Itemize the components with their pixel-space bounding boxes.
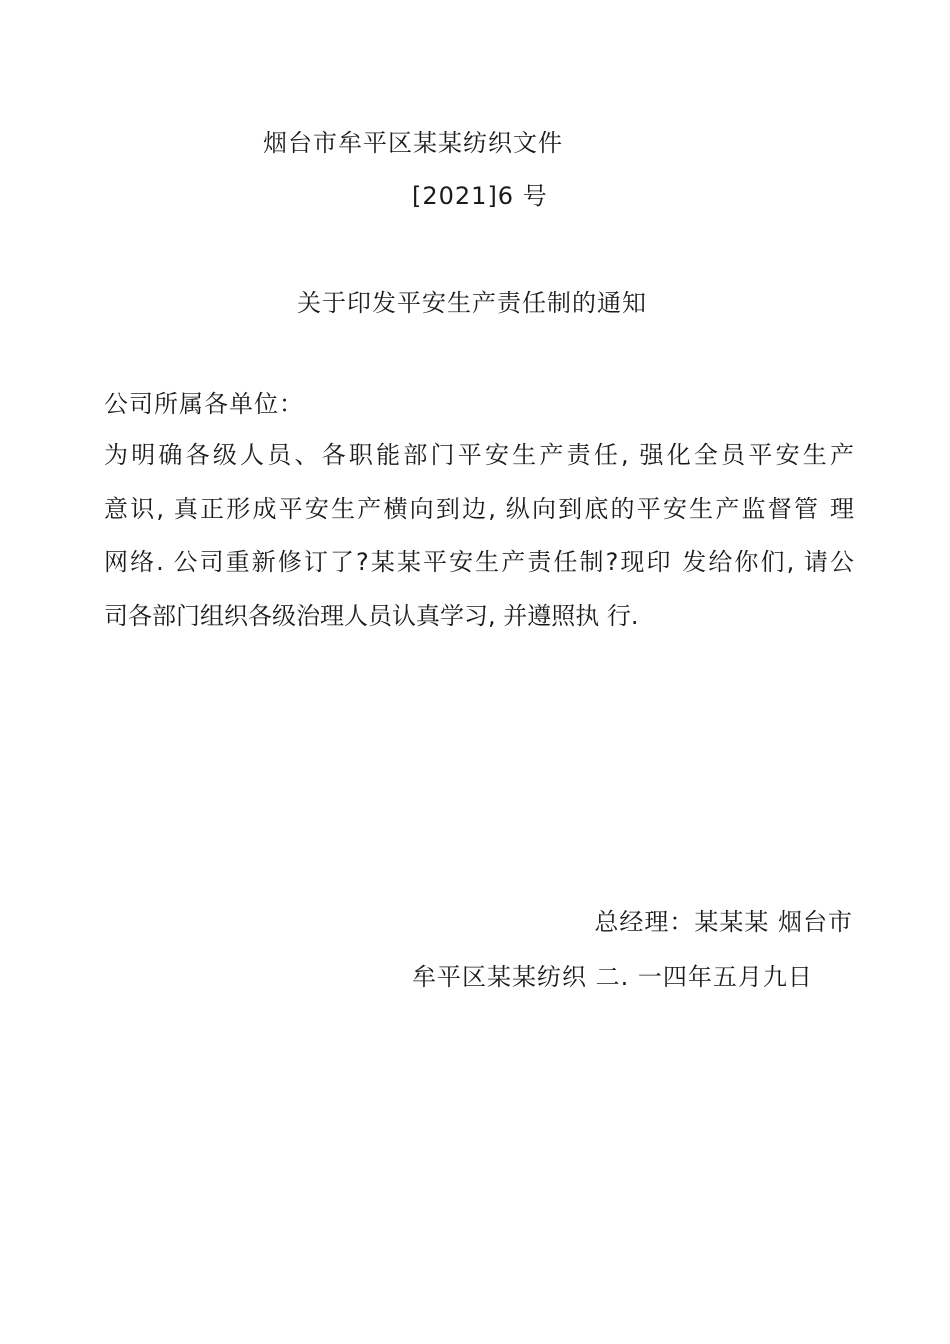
document-header: 烟台市牟平区某某纺织文件 bbox=[263, 129, 563, 157]
signature-line: 总经理：某某某 烟台市 bbox=[594, 908, 853, 936]
signature-date-line: 牟平区某某纺织 二. 一四年五月九日 bbox=[412, 963, 813, 991]
document-number: [2021]6 号 bbox=[412, 182, 548, 210]
body-paragraph-line: 司各部门组织各级治理人员认真学习, 并遵照执 行. bbox=[104, 602, 639, 630]
document-title: 关于印发平安生产责任制的通知 bbox=[297, 289, 647, 317]
body-paragraph-line: 意识, 真正形成平安生产横向到边, 纵向到底的平安生产监督管 理 bbox=[104, 495, 854, 523]
salutation: 公司所属各单位： bbox=[104, 390, 304, 418]
body-paragraph-line: 网络. 公司重新修订了?某某平安生产责任制?现印 发给你们, 请公 bbox=[104, 548, 854, 576]
body-paragraph-line: 为明确各级人员、各职能部门平安生产责任, 强化全员平安生产 bbox=[104, 441, 854, 469]
